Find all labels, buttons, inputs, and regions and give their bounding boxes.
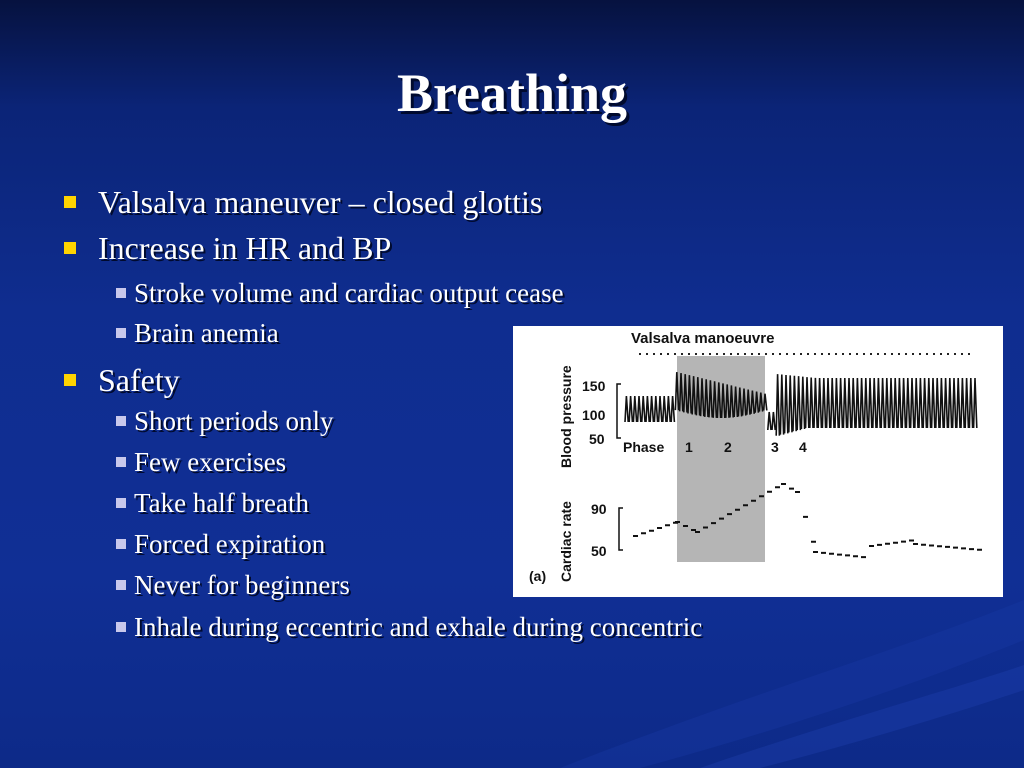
sub-bullet-text: Short periods only (134, 406, 334, 436)
bullet-text: Valsalva maneuver – closed glottis (98, 184, 543, 220)
hr-axis-bracket (619, 508, 623, 550)
sub-bullet-square-icon (116, 328, 126, 338)
phase-number-2: 2 (724, 439, 732, 455)
bp-tick-label: 150 (582, 378, 606, 394)
sub-bullet-item (116, 318, 279, 349)
bullet-square-icon (64, 196, 76, 208)
bp-tick-label: 100 (582, 407, 606, 423)
valsalva-figure-svg (513, 326, 1003, 597)
sub-bullet-text: Inhale during eccentric and exhale during concentric (134, 612, 703, 642)
sub-bullet-item (116, 570, 350, 601)
bullet-text: Increase in HR and BP (98, 230, 392, 266)
sub-bullet-text: Never for beginners (134, 570, 350, 600)
blood-pressure-axis-label: Blood pressure (558, 365, 574, 468)
sub-bullet-square-icon (116, 416, 126, 426)
valsalva-figure (513, 326, 1003, 597)
sub-bullet-item (116, 612, 702, 643)
sub-bullet-item (116, 529, 325, 560)
figure-heading: Valsalva manoeuvre (631, 330, 775, 347)
phase-number-1: 1 (685, 439, 693, 455)
bullet-item (64, 362, 180, 399)
sub-bullet-square-icon (116, 539, 126, 549)
sub-bullet-square-icon (116, 457, 126, 467)
sub-bullet-text: Forced expiration (134, 529, 326, 559)
bullet-text: Safety (98, 362, 180, 398)
bullet-square-icon (64, 374, 76, 386)
sub-bullet-text: Take half breath (134, 488, 310, 518)
sub-bullet-square-icon (116, 498, 126, 508)
sub-bullet-square-icon (116, 580, 126, 590)
bullet-square-icon (64, 242, 76, 254)
phase-label: Phase (623, 439, 665, 455)
sub-bullet-text: Brain anemia (134, 318, 279, 348)
sub-bullet-item (116, 406, 334, 437)
sub-bullet-text: Few exercises (134, 447, 287, 477)
bullet-item (64, 184, 542, 221)
hr-tick-label: 50 (591, 543, 607, 559)
bp-tick-label: 50 (589, 431, 605, 447)
sub-bullet-item (116, 447, 286, 478)
panel-label: (a) (529, 568, 547, 584)
hr-tick-label: 90 (591, 501, 607, 517)
slide-title: Breathing (396, 63, 628, 123)
bp-axis-bracket (617, 384, 621, 438)
bullet-item (64, 230, 391, 267)
sub-bullet-square-icon (116, 288, 126, 298)
cardiac-rate-axis-label: Cardiac rate (558, 501, 574, 582)
phase-number-4: 4 (799, 439, 807, 455)
sub-bullet-item (116, 488, 309, 519)
sub-bullet-text: Stroke volume and cardiac output cease (134, 278, 564, 308)
sub-bullet-item (116, 278, 564, 309)
sub-bullet-square-icon (116, 622, 126, 632)
phase-number-3: 3 (771, 439, 779, 455)
